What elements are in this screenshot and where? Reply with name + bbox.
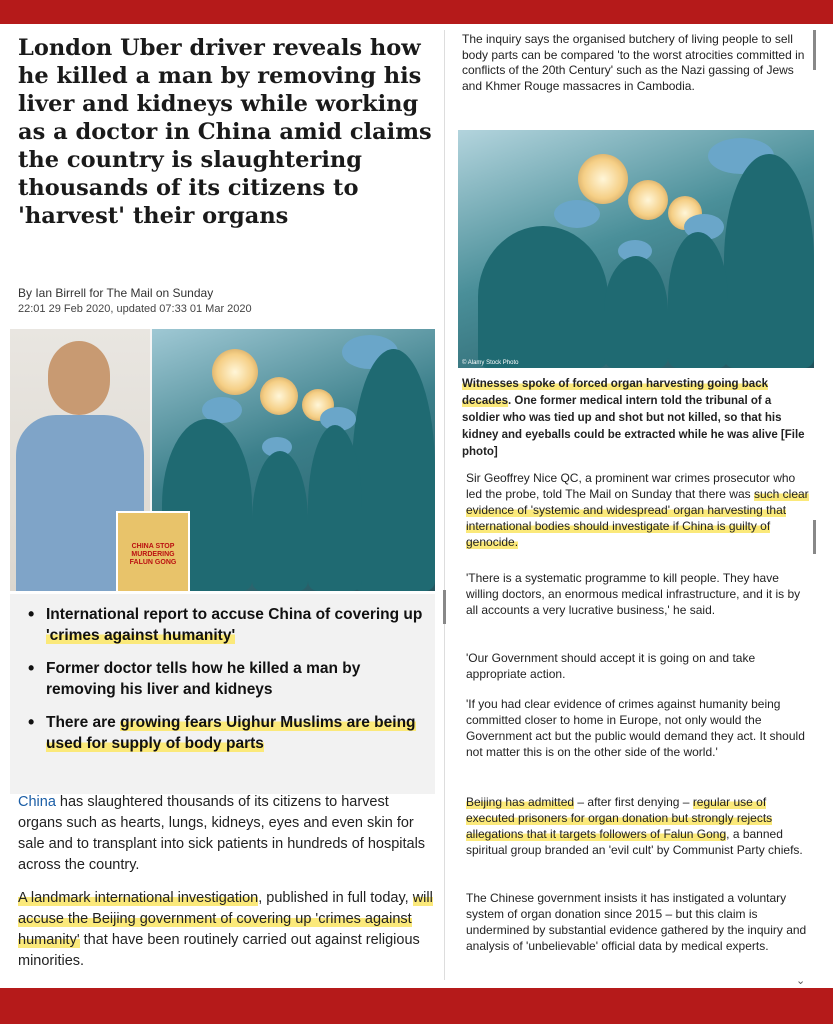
left-article-column [10,24,440,988]
portrait-head [48,341,110,415]
paragraph: 'There is a systematic programme to kill people. They have willing doctors, an enormous medical infrastructure, and it is by all accounts a very lucrative business,' he said. [466,571,801,617]
paragraph: Sir Geoffrey Nice QC, a prominent war crimes prosecutor who led the probe, told The Mail on Sunday that there was such clear evidence of 'systemic and widespread' organ harvesting that international bodies should investigate if China is guilty of genocide. [466,471,809,549]
scroll-indicator[interactable] [813,30,816,70]
surgeon-figure [308,425,362,591]
intro-paragraph: The inquiry says the organised butchery of living people to sell body parts can be compared 'to the worst atrocities committed in conflicts of the 20th Century' such as the Nazi gassing of Jews and Khmer Rouge massacres in Cambodia. [462,32,805,93]
summary-bullets [10,594,435,794]
bullet-item: • Former doctor tells how he killed a man by removing his liver and kidneys [28,658,425,700]
article-body-left [18,792,433,984]
bullet-item: • There are growing fears Uighur Muslims are being used for supply of body parts [28,712,425,754]
poster-text: CHINA STOP MURDERING FALUN GONG [129,543,177,566]
surgery-file-photo [458,130,814,368]
surgeon-figure [668,232,728,368]
paragraph: The Chinese government insists it has instigated a voluntary system of organ donation since 2015 – but this claim is undermined by substantial evidence gathered by the inquiry and analysis of 'unbelievable' official data by medical experts. [466,891,807,953]
bullet-item: • International report to accuse China of covering up 'crimes against humanity' [28,604,425,646]
chevron-down-icon[interactable]: ⌄ [796,975,806,987]
surgeon-cap [554,200,600,228]
headline: London Uber driver reveals how he killed a man by removing his liver and kidneys while working as a doctor in China amid claims the country is slaughtering thousands of its citizens to 'harvest' their organs [18,35,432,229]
china-link[interactable]: China [18,794,56,810]
photo-caption: Witnesses spoke of forced organ harvesting going back decades. One former medical intern told the tribunal of a soldier who was tied up and shot but not killed, so that his kidney and eyeballs could be extracted while he was alive [File photo] [462,378,805,458]
column-divider [444,30,445,980]
paragraph: China has slaughtered thousands of its citizens to harvest organs such as hearts, lungs, kidneys, eyes and even skin for sale and to transplant into sick patients in hundreds of hospitals across the country. [18,794,426,873]
author: By Ian Birrell for The Mail on Sunday [18,286,214,300]
paragraph: Beijing has admitted – after first denying – regular use of executed prisoners for organ donation but strongly rejects allegations that it targets followers of Falun Gong, a banned spiritual group branded an 'evil cult' by Communist Party chiefs. [466,795,803,857]
scroll-indicator[interactable] [813,520,816,554]
paragraph: 'Our Government should accept it is going on and take appropriate action. [466,651,756,681]
byline [18,286,418,315]
paragraph: 'If you had clear evidence of crimes against humanity being committed closer to home in Europe, not only would the Government act but the public would demand they act. It should not matter this is on the other side of the world.' [466,697,805,759]
surgeon-figure [604,256,668,368]
surgical-lamp [212,349,258,395]
paragraph: A landmark international investigation, published in full today, will accuse the Beijing government of covering up 'crimes against humanity' that have been routinely carried out against religious minorities. [18,890,433,969]
photo-credit: © Alamy Stock Photo [462,360,519,366]
scroll-indicator[interactable] [443,590,446,624]
surgery-photo [152,329,435,591]
timestamp: 22:01 29 Feb 2020, updated 07:33 01 Mar 2020 [18,303,252,315]
surgeon-figure [252,451,308,591]
surgical-lamp [578,154,628,204]
lead-photo-block [10,329,435,591]
surgical-lamp [260,377,298,415]
right-article-column [452,24,823,988]
top-frame-bar [0,0,833,24]
bottom-frame-bar [0,988,833,1024]
surgical-lamp [628,180,668,220]
surgeon-figure [724,154,814,368]
protest-poster [116,511,190,593]
surgeon-figure [352,349,435,591]
surgeon-figure [478,226,608,368]
